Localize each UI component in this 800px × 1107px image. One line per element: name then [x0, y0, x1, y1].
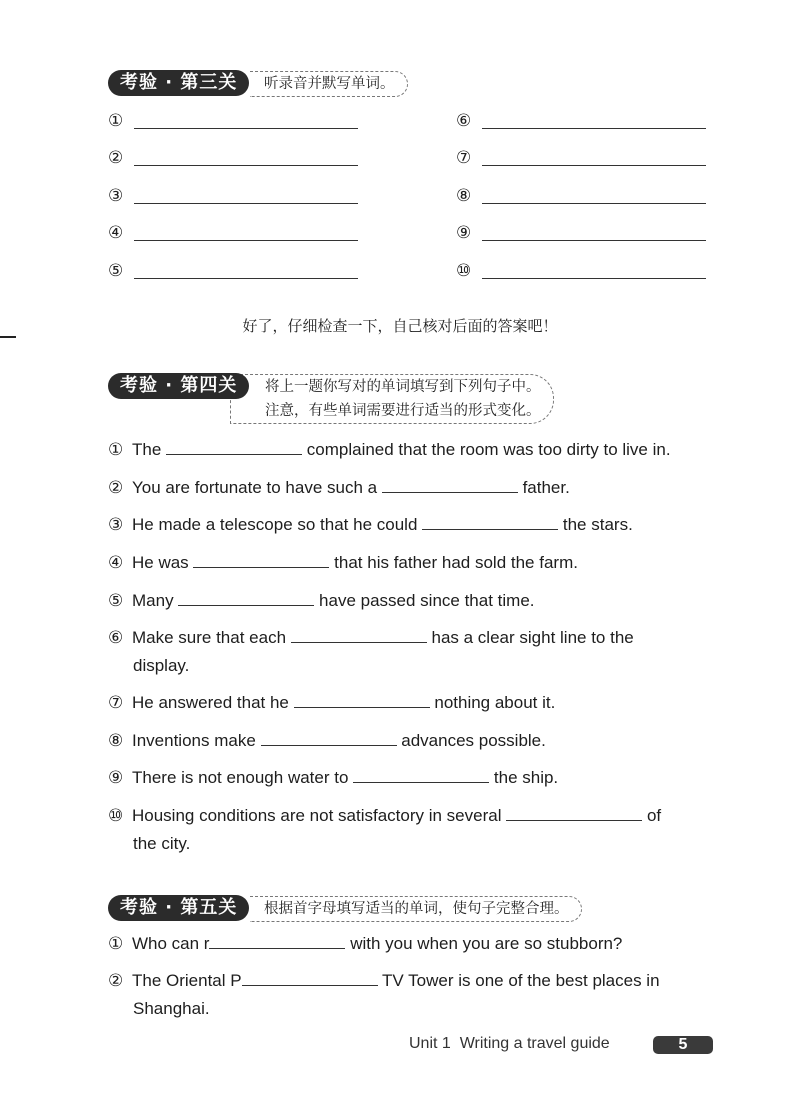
sentence-text-before: He made a telescope so that he could: [132, 515, 418, 534]
section4-instruction-line2: 注意，有些单词需要进行适当的形式变化。: [265, 403, 541, 419]
answer-line[interactable]: [482, 278, 706, 279]
footer-unit-title: Unit 1 Writing a travel guide: [409, 1035, 610, 1052]
answer-line[interactable]: [134, 278, 358, 279]
sentence-text-before: The Oriental P: [132, 971, 242, 990]
sentence-text-before: The: [132, 440, 162, 459]
sentence-text-after: have passed since that time.: [319, 591, 535, 610]
item-number: ⑦: [456, 148, 472, 168]
sentence-continuation: display.: [133, 656, 190, 675]
sentence-2: [108, 474, 714, 502]
item-number: ⑦: [108, 693, 124, 712]
item-number: ①: [108, 440, 124, 459]
sentence-line: [108, 967, 714, 995]
sentence-text-after: advances possible.: [401, 731, 546, 750]
crop-mark: [0, 336, 16, 338]
sentence-text-after: father.: [522, 478, 570, 497]
s5-sentence-2: [108, 967, 714, 1023]
fill-blank[interactable]: [294, 693, 430, 708]
page-number: 5: [653, 1036, 713, 1054]
item-number: ③: [108, 515, 124, 534]
sentence-continuation: Shanghai.: [133, 999, 210, 1018]
sentence-text-after: nothing about it.: [434, 693, 556, 712]
answer-line[interactable]: [482, 240, 706, 241]
sentence-text-after: the stars.: [562, 515, 633, 534]
item-number: ④: [108, 223, 124, 243]
sentence-line: [108, 624, 714, 652]
s5-sentence-1: [108, 930, 714, 958]
sentence-text-before: Make sure that each: [132, 628, 287, 647]
section5-badge: 考验 · 第五关: [108, 895, 249, 921]
item-number: ⑤: [108, 261, 124, 281]
fill-blank[interactable]: [209, 934, 345, 949]
sentence-text-before: He was: [132, 553, 189, 572]
item-number: ⑥: [108, 628, 124, 647]
fill-blank[interactable]: [242, 971, 378, 986]
sentence-text-after: the ship.: [493, 768, 559, 787]
fill-blank[interactable]: [166, 440, 302, 455]
item-number: ③: [108, 186, 124, 206]
fill-blank[interactable]: [291, 628, 427, 643]
fill-blank[interactable]: [261, 731, 397, 746]
answer-line[interactable]: [482, 128, 706, 129]
item-number: ⑩: [456, 261, 472, 281]
item-number: ⑩: [108, 806, 124, 825]
section4-instruction-line1: 将上一题你写对的单词填写到下列句子中。: [265, 379, 541, 395]
fill-blank[interactable]: [422, 515, 558, 530]
fill-blank[interactable]: [178, 591, 314, 606]
section4-instruction: [230, 374, 554, 424]
item-number: ⑥: [456, 111, 472, 131]
sentence-3: [108, 511, 714, 539]
sentence-7: [108, 689, 714, 717]
section5-instruction: 根据首字母填写适当的单词，使句子完整合理。: [250, 896, 582, 922]
section3-badge: 考验 · 第三关: [108, 70, 249, 96]
sentence-text-before: He answered that he: [132, 693, 289, 712]
fill-blank[interactable]: [353, 768, 489, 783]
sentence-5: [108, 587, 714, 615]
sentence-text-before: Inventions make: [132, 731, 256, 750]
section4-badge: 考验 · 第四关: [108, 373, 249, 399]
sentence-text-before: You are fortunate to have such a: [132, 478, 378, 497]
sentence-text-after: that his father had sold the farm.: [334, 553, 578, 572]
item-number: ②: [108, 971, 124, 990]
item-number: ①: [108, 934, 124, 953]
item-number: ②: [108, 148, 124, 168]
sentence-text-before: There is not enough water to: [132, 768, 349, 787]
sentence-text-before: Housing conditions are not satisfactory in several: [132, 806, 502, 825]
answer-line[interactable]: [134, 240, 358, 241]
sentence-line: [108, 802, 714, 830]
item-number: ⑧: [108, 731, 124, 750]
sentence-6: [108, 624, 714, 680]
fill-blank[interactable]: [193, 553, 329, 568]
answer-line[interactable]: [482, 203, 706, 204]
item-number: ④: [108, 553, 124, 572]
item-number: ⑤: [108, 591, 124, 610]
answer-line[interactable]: [134, 203, 358, 204]
sentence-text-before: Who can r: [132, 934, 210, 953]
fill-blank[interactable]: [506, 806, 642, 821]
sentence-text-after: with you when you are so stubborn?: [350, 934, 623, 953]
section3-instruction: 听录音并默写单词。: [250, 71, 408, 97]
sentence-continuation: the city.: [133, 834, 191, 853]
sentence-text-before: Many: [132, 591, 174, 610]
sentence-8: [108, 727, 714, 755]
sentence-4: [108, 549, 714, 577]
answer-line[interactable]: [134, 128, 358, 129]
item-number: ⑧: [456, 186, 472, 206]
sentence-1: [108, 436, 714, 464]
check-answers-note: 好了，仔细检查一下，自己核对后面的答案吧！: [242, 317, 558, 335]
item-number: ⑨: [108, 768, 124, 787]
sentence-text-after: complained that the room was too dirty to live in.: [306, 440, 671, 459]
sentence-text-after: of: [646, 806, 662, 825]
sentence-text-after: TV Tower is one of the best places in: [382, 971, 660, 990]
sentence-10: [108, 802, 714, 858]
sentence-9: [108, 764, 714, 792]
answer-line[interactable]: [482, 165, 706, 166]
item-number: ②: [108, 478, 124, 497]
sentence-text-after: has a clear sight line to the: [431, 628, 634, 647]
item-number: ⑨: [456, 223, 472, 243]
answer-line[interactable]: [134, 165, 358, 166]
item-number: ①: [108, 111, 124, 131]
fill-blank[interactable]: [382, 478, 518, 493]
